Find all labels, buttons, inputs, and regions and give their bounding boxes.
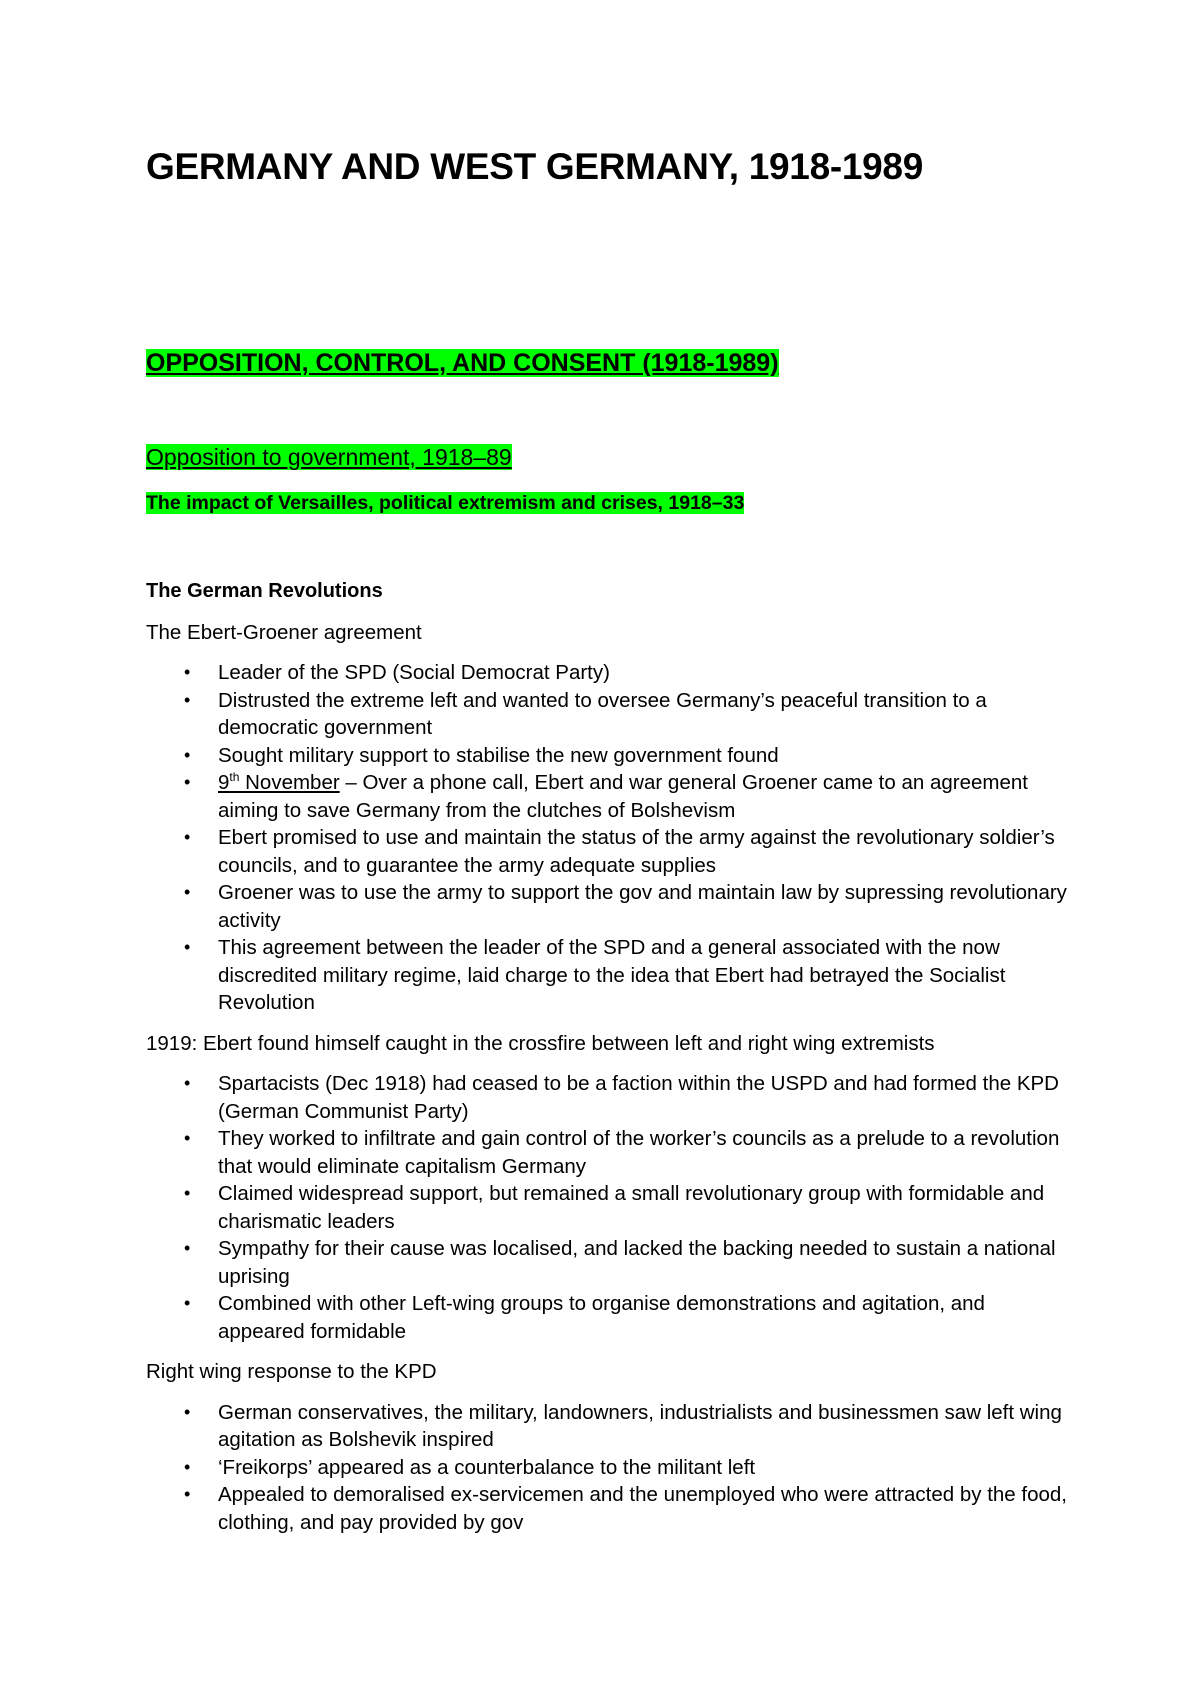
list-item-text: They worked to infiltrate and gain control of the worker’s councils as a prelude to a revolution that would eliminate capitalism Germany: [218, 1127, 1060, 1178]
bullet-icon: •: [184, 1293, 191, 1313]
section-heading-text: OPPOSITION, CONTROL, AND CONSENT (1918-1989): [146, 349, 779, 377]
date-month: November: [239, 771, 340, 794]
list-item: [184, 1180, 1076, 1235]
document-title: GERMANY AND WEST GERMANY, 1918-1989: [146, 146, 923, 187]
list-item: [184, 742, 1076, 770]
bullet-icon: •: [184, 1401, 191, 1422]
list-item-text: Sympathy for their cause was localised, and lacked the backing needed to sustain a national uprising: [218, 1237, 1056, 1288]
bullet-icon: •: [184, 1456, 191, 1477]
block3-intro: Right wing response to the KPD: [146, 1360, 437, 1383]
bullet-icon: •: [184, 1238, 191, 1258]
list-item-text: ‘Freikorps’ appeared as a counterbalance to the militant left: [218, 1455, 756, 1479]
list-item-text: Leader of the SPD (Social Democrat Party): [218, 661, 610, 684]
bullet-icon: •: [184, 937, 191, 957]
bullet-icon: •: [184, 662, 191, 682]
date-day: 9: [218, 771, 230, 794]
subsub-heading-text: The impact of Versailles, political extremism and crises, 1918–33: [146, 492, 745, 514]
bullet-icon: •: [184, 1128, 191, 1148]
list-item: [184, 1454, 1076, 1482]
list-item-text: Groener was to use the army to support the gov and maintain law by supressing revolutionary activity: [218, 881, 1067, 932]
list-item: [184, 687, 1076, 742]
bullet-icon: •: [184, 827, 191, 847]
block2-intro: 1919: Ebert found himself caught in the crossfire between left and right wing extremists: [146, 1031, 935, 1055]
list-item: [184, 1125, 1076, 1180]
list-item: [184, 934, 1076, 1017]
document-body: [146, 578, 1076, 1549]
list-item: [184, 659, 1076, 687]
bullet-icon: •: [184, 772, 191, 792]
list-item: [184, 1290, 1076, 1345]
bullet-icon: •: [184, 744, 191, 765]
list-item-text: Sought military support to stabilise the new government found: [218, 743, 779, 767]
date-label: [218, 771, 340, 794]
bullet-icon: •: [184, 1183, 191, 1203]
list-item-text: Claimed widespread support, but remained a small revolutionary group with formidable and charismatic leaders: [218, 1182, 1045, 1233]
bullet-icon: •: [184, 882, 191, 902]
date-suffix: th: [229, 770, 240, 785]
list-item: [184, 1481, 1076, 1536]
block1-intro: The Ebert-Groener agreement: [146, 620, 422, 644]
block1-list: [146, 659, 1076, 1017]
list-item-text: German conservatives, the military, landowners, industrialists and businessmen saw left wing agitation as Bolshevik inspired: [218, 1400, 1062, 1451]
block3-list: [146, 1399, 1076, 1537]
bullet-icon: •: [184, 1484, 191, 1504]
topic-heading: The German Revolutions: [146, 580, 383, 602]
list-item: [184, 769, 1076, 824]
sub-heading: [146, 442, 512, 472]
list-item-text: This agreement between the leader of the SPD and a general associated with the now discredited military regime, laid charge to the idea that Ebert had betrayed the Socialist Revolution: [218, 936, 1006, 1014]
sub-heading-text: Opposition to government, 1918–89: [146, 444, 512, 470]
bullet-icon: •: [184, 1073, 191, 1093]
list-item-text: Appealed to demoralised ex-servicemen and the unemployed who were attracted by the food, clothing, and pay provided by gov: [218, 1483, 1067, 1534]
list-item-text: Combined with other Left-wing groups to organise demonstrations and agitation, and appeared formidable: [218, 1292, 985, 1343]
subsub-heading: [146, 490, 744, 516]
list-item-text: Spartacists (Dec 1918) had ceased to be a faction within the USPD and had formed the KPD (German Communist Party): [218, 1072, 1059, 1123]
list-item: [184, 1399, 1076, 1454]
list-item: [184, 879, 1076, 934]
list-item: [184, 824, 1076, 879]
list-item-text: Ebert promised to use and maintain the status of the army against the revolutionary soldier’s councils, and to guarantee the army adequate supplies: [218, 826, 1055, 877]
list-item-text: – Over a phone call, Ebert and war general Groener came to an agreement aiming to save Germany from the clutches of Bolshevism: [218, 771, 1028, 822]
list-item: [184, 1070, 1076, 1125]
block2-list: [146, 1070, 1076, 1345]
bullet-icon: •: [184, 689, 191, 710]
list-item: [184, 1235, 1076, 1290]
list-item-text: Distrusted the extreme left and wanted to oversee Germany’s peaceful transition to a democratic government: [218, 688, 987, 739]
section-heading: [146, 346, 779, 380]
